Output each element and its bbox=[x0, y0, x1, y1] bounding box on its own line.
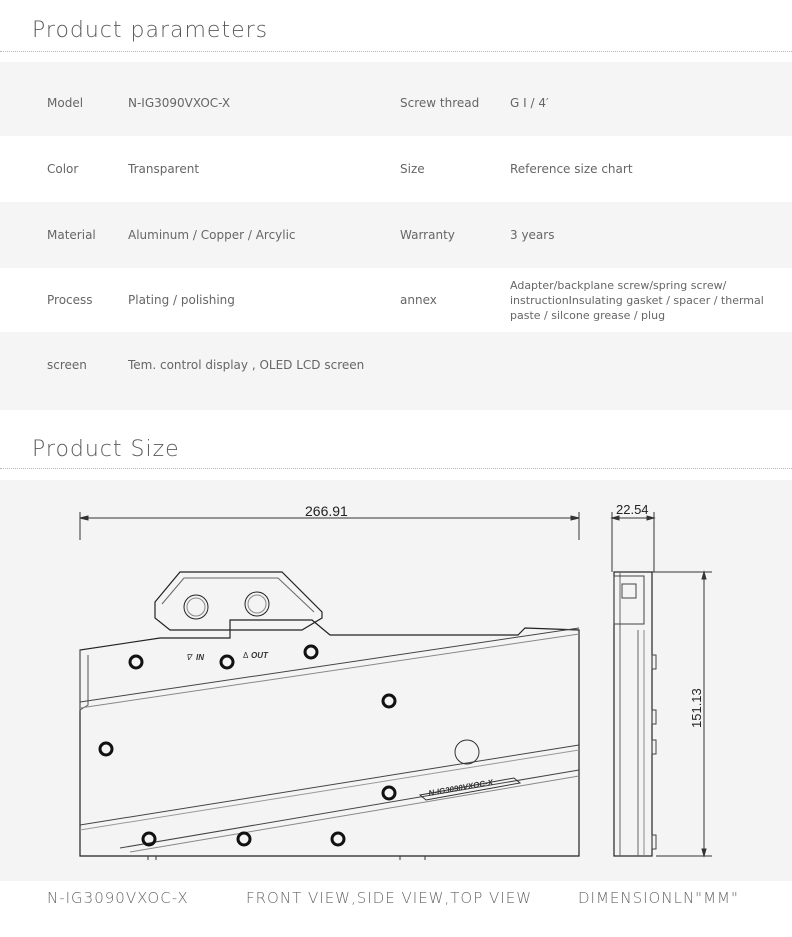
param-value: Transparent bbox=[128, 161, 200, 176]
param-value: Plating / polishing bbox=[128, 292, 235, 307]
inlet-label: ∇ bbox=[186, 653, 192, 662]
param-value: Adapter/backplane screw/spring screw/ instructionInsulating gasket / spacer / thermal paste / silcone grease / plug bbox=[510, 278, 764, 322]
param-value: Aluminum / Copper / Arcylic bbox=[128, 227, 296, 242]
technical-drawing bbox=[0, 480, 792, 881]
width-dimension-label: 266.91 bbox=[305, 503, 348, 519]
parameters-title: Product parameters bbox=[32, 18, 269, 43]
param-row-process bbox=[0, 268, 792, 332]
caption-views: FRONT VIEW,SIDE VIEW,TOP VIEW bbox=[246, 889, 533, 907]
depth-dimension-label: 22.54 bbox=[616, 502, 649, 517]
param-value: G I / 4′ bbox=[510, 95, 549, 110]
param-label: Model bbox=[47, 95, 84, 110]
param-row-material bbox=[0, 202, 792, 268]
size-title: Product Size bbox=[32, 437, 180, 462]
section-divider bbox=[0, 468, 792, 469]
param-label: Material bbox=[47, 227, 96, 242]
height-dimension-label: 151.13 bbox=[689, 688, 704, 728]
inlet-text: IN bbox=[196, 653, 204, 662]
param-label: Size bbox=[400, 161, 425, 176]
param-row-color bbox=[0, 136, 792, 202]
caption-model: N-IG3090VXOC-X bbox=[47, 889, 189, 907]
outlet-text: OUT bbox=[251, 651, 268, 660]
param-label: Screw thread bbox=[400, 95, 480, 110]
param-label bbox=[400, 332, 508, 398]
param-label: Warranty bbox=[400, 227, 455, 242]
param-label: Process bbox=[47, 292, 93, 307]
front-view-outline bbox=[80, 620, 579, 856]
param-label: Color bbox=[47, 161, 79, 176]
param-value: 3 years bbox=[510, 227, 555, 242]
parameters-table bbox=[0, 62, 792, 410]
param-value: Tem. control display , OLED LCD screen bbox=[128, 357, 365, 372]
param-label: screen bbox=[47, 357, 87, 372]
terminal-block bbox=[155, 572, 322, 630]
plate-text: N-IG3090VXOC-X bbox=[427, 777, 494, 798]
param-value: N-IG3090VXOC-X bbox=[128, 95, 231, 110]
param-row-screen bbox=[0, 332, 792, 398]
caption-dimension: DIMENSIONLN"MM" bbox=[578, 889, 739, 907]
param-label: annex bbox=[400, 292, 437, 307]
param-row-model bbox=[0, 70, 792, 136]
param-value bbox=[510, 332, 772, 398]
outlet-arrow-icon: Δ bbox=[243, 651, 249, 660]
param-value: Reference size chart bbox=[510, 161, 633, 176]
dimension-drawing bbox=[0, 480, 792, 881]
section-divider bbox=[0, 51, 792, 52]
